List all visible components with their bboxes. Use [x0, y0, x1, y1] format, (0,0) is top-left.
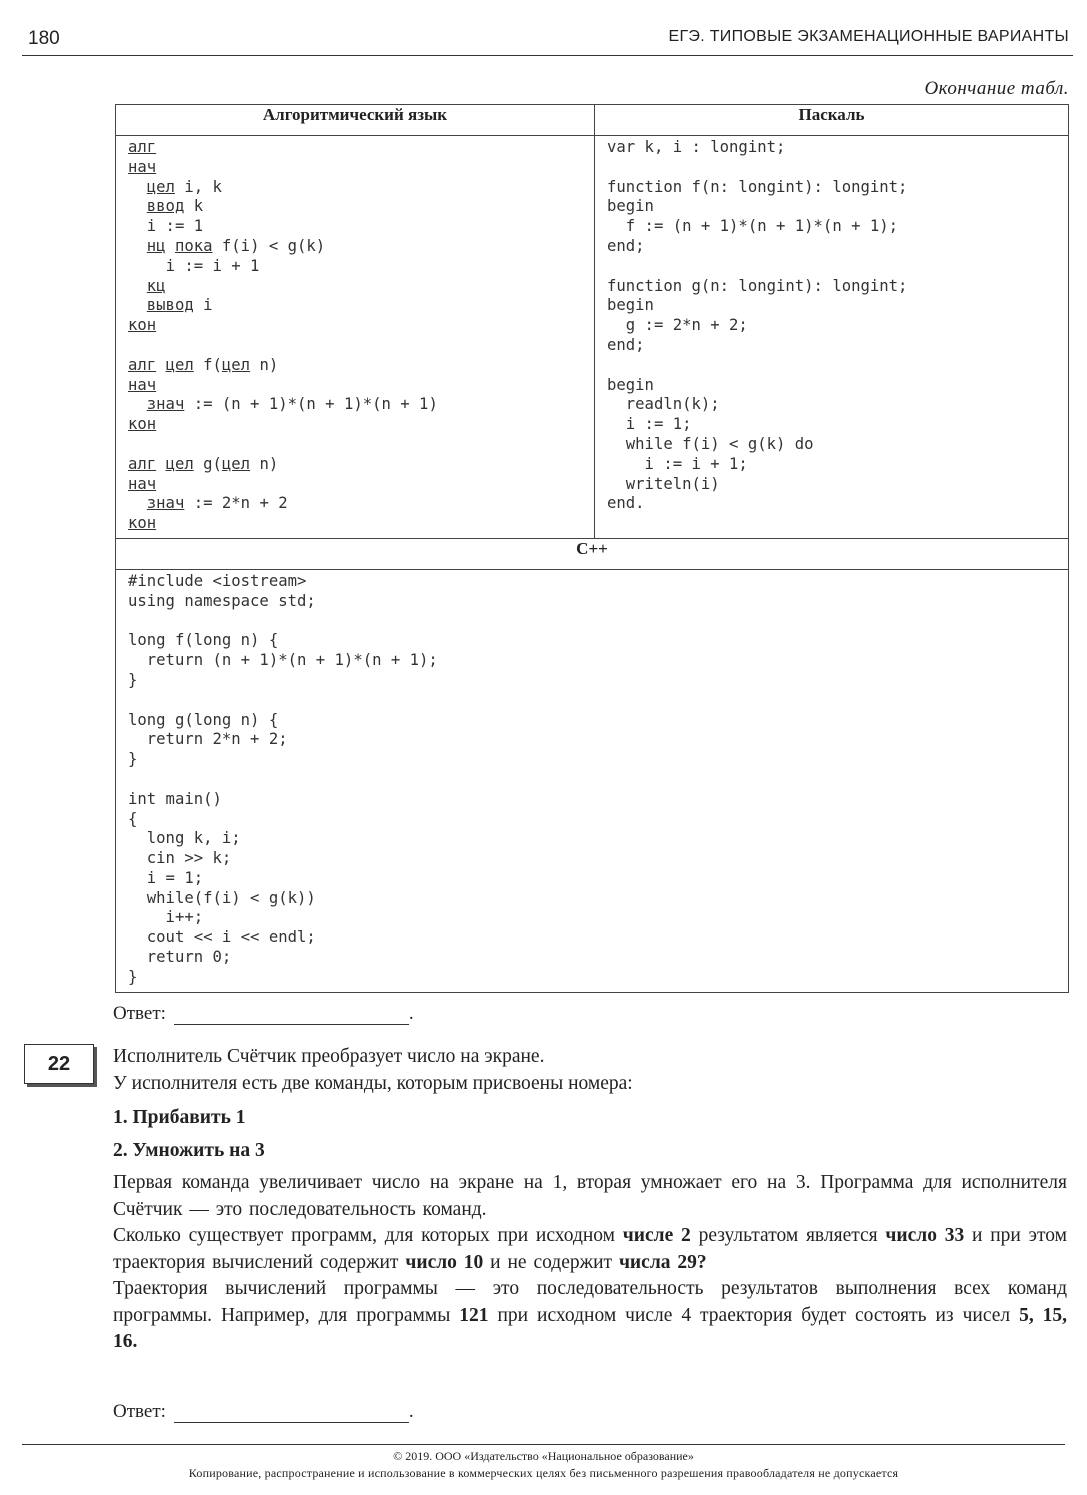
- algorithmic-code: алг нач цел i, k ввод k i := 1 нц пока f(i) < g(k) i := i + 1 кц вывод i кон алг цел f(цел n) нач знач := (n + 1)*(n + 1)*(n + 1) кон алг цел g(цел n) нач знач := 2*n + 2 кон: [128, 138, 438, 533]
- algorithmic-code-cell: [116, 136, 595, 539]
- answer-line-22: [113, 1401, 414, 1423]
- footer-divider: [22, 1444, 1065, 1445]
- footer-copyright: © 2019. ООО «Издательство «Национальное образование»: [393, 1449, 694, 1463]
- cpp-code: #include <iostream> using namespace std; long f(long n) { return (n + 1)*(n + 1)*(n + 1); } long g(long n) { return 2*n + 2; } int main() { long k, i; cin >> k; i = 1; while(f(i) < g(k)) i++; cout << i << endl; return 0; }: [128, 571, 438, 986]
- code-table: [115, 104, 1069, 993]
- header-divider: [22, 55, 1073, 56]
- footer-notice: Копирование, распространение и использование в коммерческих целях без письменного разрешения правообладателя не допускается: [188, 1466, 899, 1480]
- cpp-header: C++: [116, 538, 1069, 569]
- algorithmic-language-header: Алгоритмический язык: [116, 105, 595, 136]
- answer-dot: .: [408, 1401, 414, 1422]
- task-22: [113, 1044, 1067, 1356]
- answer-blank[interactable]: [174, 1404, 409, 1423]
- command-2: 2. Умножить на 3: [113, 1139, 265, 1161]
- task-intro-1: Исполнитель Счётчик преобразует число на экране.: [113, 1046, 545, 1067]
- pascal-code: var k, i : longint; function f(n: longint): longint; begin f := (n + 1)*(n + 1)*(n + 1); end; function g(n: longint): longint; begin g := 2*n + 2; end; begin readln(k); i := 1; while f(i) < g(k) do i := i + 1; writeln(i) end.: [607, 138, 908, 513]
- answer-blank[interactable]: [174, 1006, 409, 1025]
- cpp-code-cell: [116, 569, 1069, 992]
- page-number: 180: [28, 28, 60, 49]
- command-1: 1. Прибавить 1: [113, 1107, 246, 1128]
- book-title: ЕГЭ. ТИПОВЫЕ ЭКЗАМЕНАЦИОННЫЕ ВАРИАНТЫ: [668, 28, 1069, 45]
- task-paragraph-1: Первая команда увеличивает число на экране на 1, вторая умножает его на 3. Программа для исполнителя Счётчик — это последовательность команд.: [113, 1172, 1067, 1220]
- task-intro-2: У исполнителя есть две команды, которым присвоены номера:: [113, 1072, 633, 1094]
- pascal-header: Паскаль: [595, 105, 1069, 136]
- answer-line-21: [113, 1003, 414, 1025]
- answer-label: Ответ:: [113, 1401, 166, 1422]
- task-number-badge: 22: [24, 1044, 94, 1084]
- pascal-code-cell: [595, 136, 1069, 539]
- task-trajectory-explanation: Траектория вычислений программы — это последовательность результатов выполнения всех команд программы. Например, для программы 121 при исходном числе 4 траектория будет состоять из чисел 5, 15, 16.: [113, 1278, 1068, 1352]
- answer-dot: .: [408, 1003, 414, 1024]
- answer-label: Ответ:: [113, 1003, 166, 1024]
- task-question: Сколько существует программ, для которых при исходном числе 2 результатом является число 33 и при этом траектория вычислений содержит число 10 и не содержит числа 29?: [113, 1225, 1067, 1273]
- table-caption: Окончание табл.: [924, 78, 1069, 99]
